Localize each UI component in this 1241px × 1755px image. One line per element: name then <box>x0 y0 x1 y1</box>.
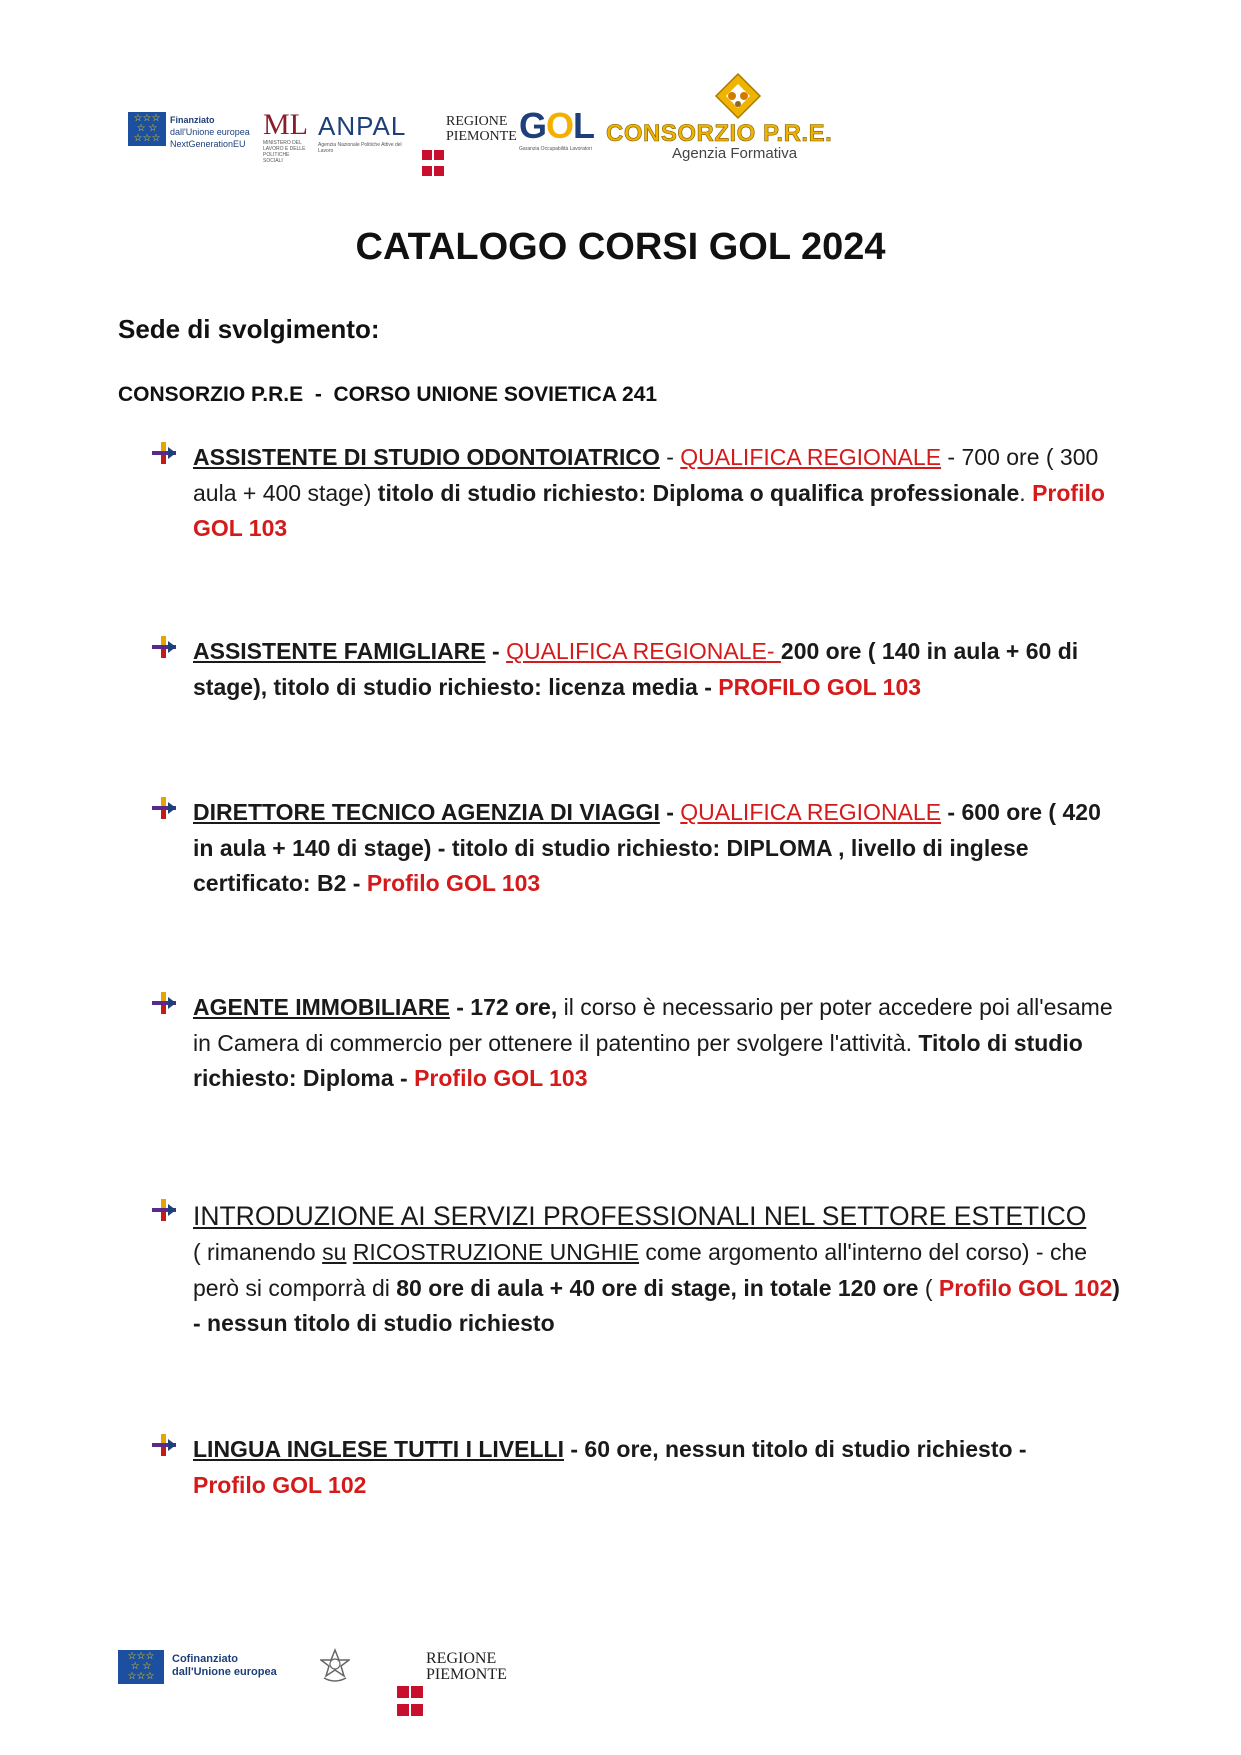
eu-cofinancing-text: Cofinanziato dall'Unione europea <box>172 1653 277 1678</box>
italian-republic-emblem-icon <box>320 1648 350 1684</box>
course-description: ( rimanendo <box>193 1239 323 1265</box>
bullet-arrow-icon <box>152 1434 176 1458</box>
separator: - <box>659 799 681 825</box>
course-item <box>152 795 1122 902</box>
course-name: ASSISTENTE FAMIGLIARE <box>193 638 486 664</box>
anpal-caption: Agenzia Nazionale Politiche Attive del Lavoro <box>318 142 402 154</box>
eu-funding-logo-text: Finanziato dall'Unione europea NextGenerationEU <box>170 115 250 149</box>
ministry-logo: ML <box>263 108 308 141</box>
course-hours: - 700 ore ( 300 aula + 400 stage) <box>193 444 1099 506</box>
course-requirement: Titolo di studio richiesto: Diploma - <box>193 1029 1083 1091</box>
separator: - <box>659 444 681 470</box>
course-requirement: ) - nessun titolo di studio richiesto <box>193 1274 1120 1336</box>
bullet-arrow-icon <box>152 636 176 660</box>
course-profile: Profilo GOL 103 <box>193 479 1105 541</box>
sede-label: Sede di svolgimento: <box>118 314 380 344</box>
course-description: su <box>322 1239 347 1265</box>
separator: . <box>1019 479 1033 506</box>
regione-piemonte-logo-text: REGIONE PIEMONTE <box>446 114 517 144</box>
consorzio-logo-subtitle: Agenzia Formativa <box>672 145 798 162</box>
course-description: come argomento all'interno del corso) - che però si comporrà di <box>193 1239 1088 1301</box>
bullet-arrow-icon <box>152 797 176 821</box>
anpal-logo: ANPAL <box>318 111 407 141</box>
footer-logos <box>0 1640 1241 1700</box>
course-item <box>152 634 1122 705</box>
course-details: - 60 ore, nessun titolo di studio richiesto - <box>563 1436 1027 1462</box>
course-details: 200 ore ( 140 in aula + 60 di stage), titolo di studio richiesto: licenza media - <box>193 638 1079 700</box>
separator: ( <box>918 1274 939 1301</box>
course-description: il corso è necessario per poter accedere poi all'esame in Camera di commercio per ottenere il patentino per svolgere l'attività. <box>193 994 1113 1056</box>
separator: - <box>485 638 507 664</box>
course-name: DIRETTORE TECNICO AGENZIA DI VIAGGI <box>193 799 660 825</box>
course-item <box>152 1197 1122 1342</box>
course-name: INTRODUZIONE AI SERVIZI PROFESSIONALI NEL SETTORE ESTETICO <box>193 1201 1087 1231</box>
course-name: ASSISTENTE DI STUDIO ODONTOIATRICO <box>193 444 660 470</box>
course-details: - 600 ore ( 420 in aula + 140 di stage) - titolo di studio richiesto: DIPLOMA , livello di inglese certificato: B2 - <box>193 799 1101 896</box>
regione-piemonte-shield-icon <box>422 150 444 176</box>
page-title: CATALOGO CORSI GOL 2024 <box>355 226 886 268</box>
consorzio-diamond-icon <box>714 72 762 120</box>
course-profile: Profilo GOL 102 <box>193 1471 367 1498</box>
course-profile: Profilo GOL 103 <box>366 870 541 896</box>
header-logos <box>0 0 1241 170</box>
bullet-arrow-icon <box>152 442 176 466</box>
regione-piemonte-shield-icon <box>397 1686 423 1716</box>
course-profile: Profilo GOL 102 <box>938 1274 1113 1301</box>
eu-flag-icon: ☆☆☆ ☆ ☆ ☆☆☆ <box>118 1650 164 1684</box>
address: CONSORZIO P.R.E - CORSO UNIONE SOVIETICA 241 <box>118 383 658 406</box>
qualifica-label: QUALIFICA REGIONALE <box>680 799 942 825</box>
separator: - <box>766 638 781 664</box>
course-item <box>152 440 1122 547</box>
ministry-caption: MINISTERO DEL LAVORO E DELLE POLITICHE SOCIALI <box>263 140 306 164</box>
bullet-arrow-icon <box>152 992 176 1016</box>
regione-piemonte-footer-text: REGIONE PIEMONTE <box>426 1650 507 1683</box>
course-requirement: titolo di studio richiesto: Diploma o qualifica professionale <box>377 479 1020 506</box>
course-item <box>152 990 1122 1097</box>
course-item <box>152 1432 1122 1503</box>
bullet-arrow-icon <box>152 1199 176 1223</box>
course-hours: 80 ore di aula + 40 ore di stage, in totale 120 ore <box>396 1274 919 1301</box>
course-hours: - 172 ore, <box>449 994 558 1020</box>
eu-flag-icon: ☆☆☆ ☆ ☆ ☆☆☆ <box>128 112 166 146</box>
course-name: LINGUA INGLESE TUTTI I LIVELLI <box>193 1436 564 1462</box>
course-name: AGENTE IMMOBILIARE <box>193 994 450 1020</box>
qualifica-label: QUALIFICA REGIONALE <box>680 444 942 470</box>
gol-caption: Garanzia Occupabilità Lavoratori <box>519 146 592 152</box>
consorzio-logo-name: CONSORZIO P.R.E. <box>606 120 833 147</box>
gol-logo: GOL <box>519 105 595 146</box>
course-profile: Profilo GOL 103 <box>414 1065 588 1091</box>
course-profile: PROFILO GOL 103 <box>718 673 922 700</box>
qualifica-label: QUALIFICA REGIONALE <box>506 638 767 664</box>
course-topic: RICOSTRUZIONE UNGHIE <box>352 1239 640 1265</box>
